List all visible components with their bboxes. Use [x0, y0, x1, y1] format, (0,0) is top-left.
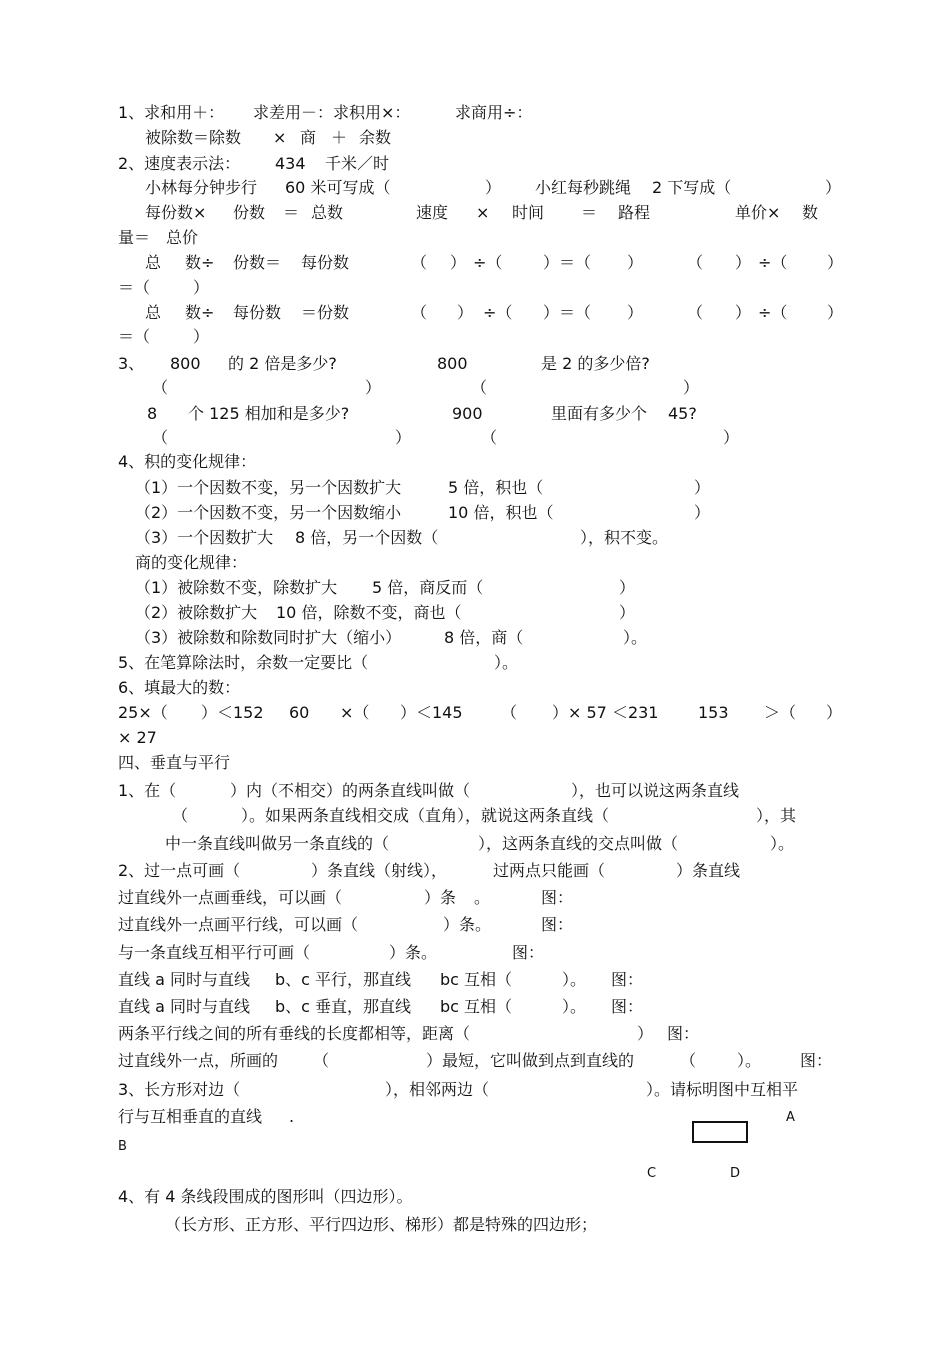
text-segment: ）	[485, 178, 502, 197]
text-segment: ÷（	[473, 253, 503, 272]
text-segment: 900	[452, 404, 483, 423]
text-line	[0, 913, 950, 937]
text-line	[0, 676, 950, 700]
figure-label-b: B	[118, 1139, 127, 1154]
text-segment: 总价	[166, 228, 199, 247]
text-segment: 图：	[541, 915, 574, 934]
text-segment: 1、求和用＋：	[118, 103, 225, 122]
text-segment: ），也可以说这两条直线	[571, 781, 740, 800]
text-segment: ）条	[424, 888, 457, 907]
text-segment: （	[501, 703, 518, 722]
text-segment: 2、过一点可画（	[118, 861, 241, 880]
text-line	[0, 551, 950, 575]
text-line	[0, 1105, 950, 1129]
text-segment: 过直线外一点，所画的	[118, 1051, 279, 1070]
text-segment: 图：	[800, 1051, 833, 1070]
text-segment: （	[687, 253, 704, 272]
text-line	[0, 352, 950, 376]
text-segment: ＝	[283, 203, 300, 222]
text-segment: 是 2 的多少倍?	[541, 354, 650, 373]
text-segment: ）。	[770, 834, 795, 853]
text-segment: （3）一个因数扩大	[135, 528, 274, 547]
text-segment: ），其	[756, 806, 797, 825]
text-line	[0, 701, 950, 725]
text-segment: 余数	[359, 128, 392, 147]
text-segment: 4、有 4 条线段围成的图形叫（四边形）。	[118, 1187, 413, 1206]
text-line	[0, 1213, 950, 1237]
text-segment: 5 倍，积也（	[448, 478, 544, 497]
text-segment: 单价×	[735, 203, 781, 222]
text-segment: 两条平行线之间的所有垂线的长度都相等，距离（	[118, 1024, 471, 1043]
text-segment: 800	[170, 354, 201, 373]
text-segment: 行与互相垂直的直线	[118, 1107, 263, 1126]
text-segment: （	[411, 303, 428, 322]
text-segment: 过两点只能画（	[493, 861, 606, 880]
text-segment: 数	[802, 203, 819, 222]
text-segment: 60	[289, 703, 310, 722]
text-segment: 图：	[667, 1024, 700, 1043]
text-segment: bc 互相（	[440, 970, 513, 989]
text-line	[0, 402, 950, 426]
text-segment: 2、速度表示法：	[118, 154, 241, 173]
text-segment: ）	[735, 303, 752, 322]
text-segment: 求差用－：求积用×：	[253, 103, 411, 122]
text-segment: ×	[273, 128, 287, 147]
text-segment: 数÷	[185, 253, 215, 272]
text-segment: 与一条直线互相平行可画（	[118, 943, 311, 962]
text-segment: 800	[437, 354, 468, 373]
text-segment: （2）被除数扩大	[135, 603, 258, 622]
text-segment: 图：	[611, 970, 644, 989]
text-segment: bc 互相（	[440, 997, 513, 1016]
text-segment: 总	[145, 303, 162, 322]
text-segment: ），积不变。	[580, 528, 669, 547]
text-segment: × 27	[118, 728, 157, 747]
text-segment: b、c 平行，那直线	[275, 970, 412, 989]
text-segment: 5、在笔算除法时，余数一定要比（	[118, 653, 369, 672]
text-line	[0, 301, 950, 325]
text-segment: 总	[145, 253, 162, 272]
text-segment: ）	[619, 603, 636, 622]
figure-label-c: C	[647, 1166, 657, 1181]
text-segment: 时间	[512, 203, 545, 222]
text-segment: 。	[474, 888, 491, 907]
text-line	[0, 751, 950, 775]
text-segment: 的 2 倍是多少?	[228, 354, 337, 373]
text-line	[0, 450, 950, 474]
text-segment: ）	[450, 253, 467, 272]
text-segment: 图：	[611, 997, 644, 1016]
text-segment: 过直线外一点画平行线，可以画（	[118, 915, 359, 934]
text-segment: b、c 垂直，那直线	[275, 997, 412, 1016]
text-segment: （1）一个因数不变，另一个因数扩大	[135, 478, 402, 497]
text-segment: 中一条直线叫做另一条直线的（	[165, 834, 390, 853]
text-line	[0, 968, 950, 992]
text-segment: （	[687, 303, 704, 322]
text-segment: ）。请标明图中互相平	[646, 1080, 799, 1099]
text-segment: （	[152, 428, 169, 447]
text-segment: 每份数	[233, 303, 282, 322]
text-segment: ）。如果两条直线相交成（直角），就说这两条直线（	[241, 806, 610, 825]
text-segment: ）	[193, 278, 210, 297]
text-line	[0, 1078, 950, 1102]
text-segment: （	[481, 428, 498, 447]
text-segment: ）	[825, 178, 842, 197]
text-segment: 8 倍，商（	[444, 628, 524, 647]
text-line	[0, 601, 950, 625]
text-segment: 5 倍，商反而（	[372, 578, 484, 597]
text-segment: 3、	[118, 354, 145, 373]
text-segment: （	[172, 806, 189, 825]
text-line	[0, 152, 950, 176]
text-segment: ÷（	[483, 303, 513, 322]
text-segment: ）	[683, 378, 700, 397]
text-segment: 量＝	[118, 228, 151, 247]
text-segment: 45?	[668, 404, 697, 423]
text-segment: ＝	[581, 203, 598, 222]
text-segment: （1）被除数不变，除数扩大	[135, 578, 338, 597]
text-segment: 每份数	[301, 253, 350, 272]
text-segment: ÷（	[758, 253, 788, 272]
text-segment: 直线 a 同时与直线	[118, 970, 250, 989]
text-segment: 四、垂直与平行	[118, 753, 231, 772]
text-segment: ）	[365, 378, 382, 397]
text-segment: ）条直线（射线），	[311, 861, 448, 880]
text-segment: 被除数＝除数	[145, 128, 242, 147]
text-segment: 小林每分钟步行	[145, 178, 258, 197]
text-segment: 速度	[416, 203, 449, 222]
text-line	[0, 226, 950, 250]
text-line	[0, 426, 950, 450]
text-line	[0, 526, 950, 550]
text-segment: 153	[698, 703, 729, 722]
text-line	[0, 886, 950, 910]
text-line	[0, 832, 950, 856]
text-segment: ＝份数	[301, 303, 350, 322]
text-segment: 10 倍，积也（	[448, 503, 554, 522]
text-segment: （2）一个因数不变，另一个因数缩小	[135, 503, 402, 522]
text-segment: 过直线外一点画垂线，可以画（	[118, 888, 343, 907]
text-segment: 小红每秒跳绳	[535, 178, 632, 197]
text-segment: ×	[476, 203, 490, 222]
text-segment: ＝（	[118, 327, 151, 346]
text-line	[0, 859, 950, 883]
text-segment: 总数	[311, 203, 344, 222]
text-segment: ÷（	[758, 303, 788, 322]
text-segment: ）内（不相交）的两条直线叫做（	[230, 781, 471, 800]
text-line	[0, 126, 950, 150]
text-line	[0, 101, 950, 125]
text-segment: （	[471, 378, 488, 397]
text-segment: ）条。	[443, 915, 492, 934]
text-line	[0, 476, 950, 500]
text-line	[0, 995, 950, 1019]
text-segment: ）。	[623, 628, 648, 647]
text-segment: 个 125 相加和是多少?	[188, 404, 350, 423]
text-line	[0, 576, 950, 600]
text-segment: 里面有多少个	[551, 404, 648, 423]
text-segment: ）	[827, 303, 844, 322]
text-segment: 8	[147, 404, 158, 423]
text-line	[0, 779, 950, 803]
text-segment: ）	[723, 428, 740, 447]
text-line	[0, 941, 950, 965]
text-segment: ）	[619, 578, 636, 597]
text-segment: ）	[735, 253, 752, 272]
text-segment: ）	[457, 303, 474, 322]
text-segment: （	[680, 1051, 697, 1070]
text-segment: ）	[627, 253, 644, 272]
text-segment: ）	[395, 428, 412, 447]
text-segment: 图：	[512, 943, 545, 962]
text-segment: ），这两条直线的交点叫做（	[478, 834, 679, 853]
text-segment: 3、长方形对边（	[118, 1080, 241, 1099]
text-segment: （长方形、正方形、平行四边形、梯形）都是特殊的四边形；	[165, 1215, 598, 1234]
text-segment: （	[411, 253, 428, 272]
text-segment: ）	[826, 703, 843, 722]
text-line	[0, 501, 950, 525]
text-segment: 千米／时	[325, 154, 390, 173]
text-segment: 直线 a 同时与直线	[118, 997, 250, 1016]
text-segment: ）。	[562, 970, 587, 989]
text-line	[0, 201, 950, 225]
text-segment: ）	[627, 303, 644, 322]
text-segment: 份数	[233, 203, 266, 222]
text-segment: 图：	[541, 888, 574, 907]
text-segment: 商的变化规律：	[135, 553, 248, 572]
text-segment: .	[289, 1107, 295, 1126]
text-segment: ＋	[331, 128, 348, 147]
text-segment: 份数＝	[233, 253, 282, 272]
text-segment: ）。	[562, 997, 587, 1016]
text-segment: ）条直线	[676, 861, 741, 880]
text-segment: 商	[300, 128, 317, 147]
text-segment: ×（	[340, 703, 370, 722]
text-segment: 25×（	[118, 703, 168, 722]
text-segment: 6、填最大的数：	[118, 678, 241, 697]
text-line	[0, 804, 950, 828]
text-segment: ＝（	[118, 278, 151, 297]
text-segment: 每份数×	[145, 203, 207, 222]
text-segment: ）。	[737, 1051, 762, 1070]
text-line	[0, 251, 950, 275]
text-line	[0, 1022, 950, 1046]
text-segment: 2 下写成（	[652, 178, 732, 197]
text-line	[0, 626, 950, 650]
text-line	[0, 276, 950, 300]
text-segment: ）＜152	[201, 703, 264, 722]
text-segment: 8 倍，另一个因数（	[295, 528, 439, 547]
text-segment: ）	[193, 327, 210, 346]
text-segment: ）。	[494, 653, 519, 672]
text-segment: 数÷	[185, 303, 215, 322]
text-segment: ＞（	[764, 703, 797, 722]
text-segment: ）	[694, 503, 711, 522]
text-segment: ）＝（	[543, 253, 592, 272]
text-segment: ）	[637, 1024, 654, 1043]
text-segment: （	[152, 378, 169, 397]
text-segment: ）× 57 ＜231	[552, 703, 659, 722]
text-segment: （	[313, 1051, 330, 1070]
text-segment: ）	[827, 253, 844, 272]
text-line	[0, 176, 950, 200]
text-line	[0, 1185, 950, 1209]
text-segment: ）最短，它叫做到点到直线的	[426, 1051, 635, 1070]
figure-label-d: D	[730, 1166, 741, 1181]
text-line	[0, 651, 950, 675]
text-line	[0, 726, 950, 750]
text-line	[0, 1049, 950, 1073]
text-line	[0, 325, 950, 349]
text-segment: 4、积的变化规律：	[118, 452, 257, 471]
text-segment: ）	[694, 478, 711, 497]
text-line	[0, 376, 950, 400]
text-segment: 1、在（	[118, 781, 177, 800]
text-segment: ）＝（	[543, 303, 592, 322]
text-segment: ），相邻两边（	[385, 1080, 490, 1099]
text-segment: ）条。	[389, 943, 438, 962]
text-segment: 60 米可写成（	[285, 178, 391, 197]
text-segment: 路程	[618, 203, 651, 222]
text-segment: （3）被除数和除数同时扩大（缩小）	[135, 628, 402, 647]
text-segment: 10 倍，除数不变，商也（	[276, 603, 462, 622]
figure-label-a: A	[786, 1110, 795, 1125]
rectangle-figure	[692, 1121, 748, 1143]
text-segment: 434	[275, 154, 306, 173]
text-segment: 求商用÷：	[455, 103, 533, 122]
text-segment: ）＜145	[400, 703, 463, 722]
